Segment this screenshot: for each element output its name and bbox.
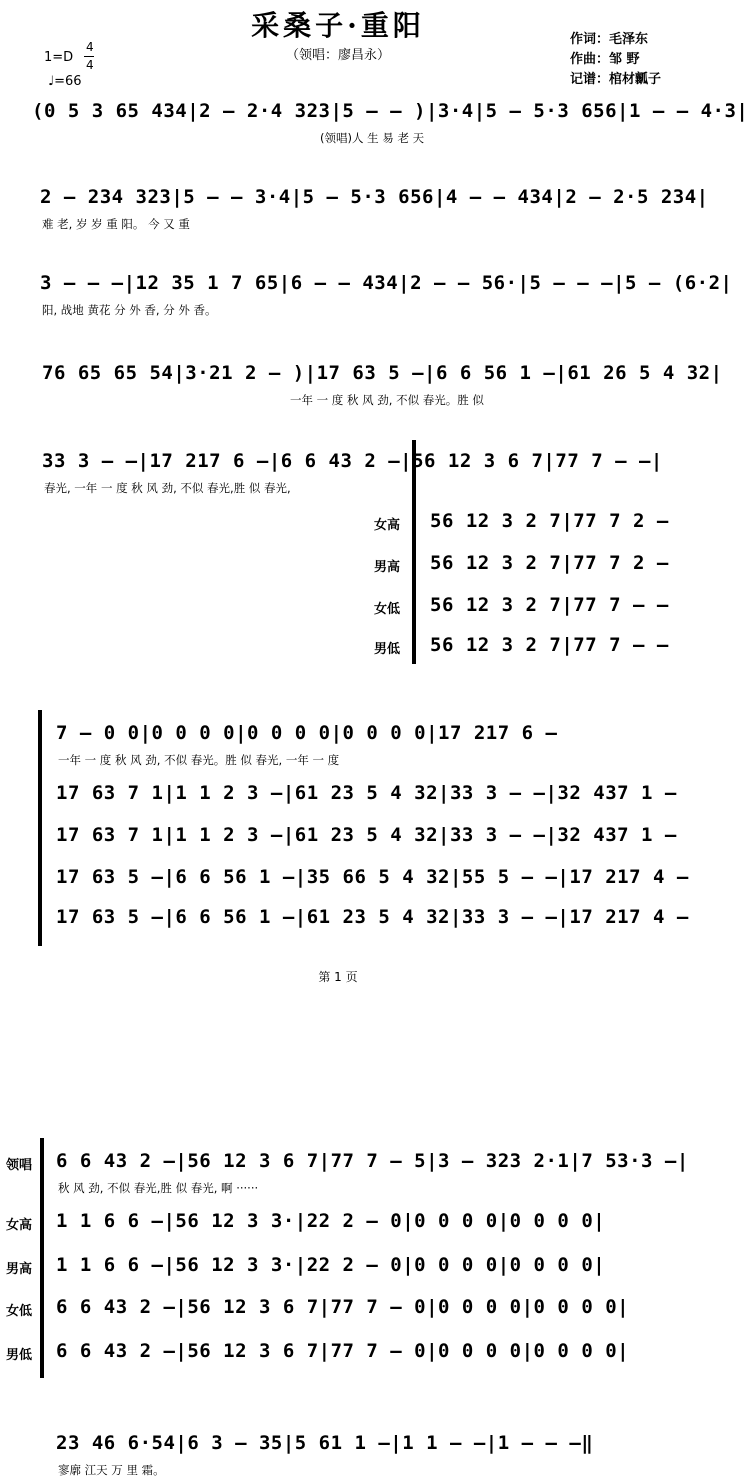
part-label-soprano: 女高 (374, 518, 401, 533)
solo-line-6: 7 — 0 0|0 0 0 0|0 0 0 0|0 0 0 0|17 217 6 — (56, 722, 558, 744)
part-label-tenor-p2: 男高 (6, 1262, 33, 1277)
alto-line-6: 17 63 5 —|6 6 56 1 —|35 66 5 4 32|55 5 — —|17 217 4 — (56, 866, 689, 888)
score-line-2: 2 — 234 323|5 — — 3·4|5 — 5·3 656|4 — — 434|2 — 2·5 234| (40, 186, 709, 208)
soprano-line-p2: 1 1 6 6 —|56 12 3 3·|22 2 — 0|0 0 0 0|0 0 0 0| (56, 1210, 606, 1232)
composer: 作曲：邹 野 (570, 52, 640, 67)
key-signature: 1=D (44, 50, 74, 65)
lyric-line-4: 一年 一 度 秋 风 劲, 不似 春光。胜 似 (290, 393, 484, 407)
final-line: 23 46 6·54|6 3 — 35|5 61 1 —|1 1 — —|1 — — —‖ (56, 1432, 594, 1454)
time-sig-denominator: 4 (86, 58, 94, 72)
score-line-5: 33 3 — —|17 217 6 —|6 6 43 2 —|56 12 3 6 7|77 7 — —| (42, 450, 663, 472)
soprano-line-6: 17 63 7 1|1 1 2 3 —|61 23 5 4 32|33 3 — —|32 437 1 — (56, 782, 677, 804)
bass-line-p2: 6 6 43 2 —|56 12 3 6 7|77 7 — 0|0 0 0 0|0 0 0 0| (56, 1340, 630, 1362)
part-label-alto: 女低 (374, 602, 401, 617)
part-label-bass: 男低 (374, 642, 401, 657)
tenor-line-5: 56 12 3 2 7|77 7 2 — (430, 552, 669, 574)
page-number: 第 1 页 (318, 970, 358, 984)
bass-line-6: 17 63 5 —|6 6 56 1 —|61 23 5 4 32|33 3 — —|17 217 4 — (56, 906, 689, 928)
soprano-line-5: 56 12 3 2 7|77 7 2 — (430, 510, 669, 532)
bass-line-5: 56 12 3 2 7|77 7 — — (430, 634, 669, 656)
lyric-line-2: 难 老, 岁 岁 重 阳。 今 又 重 (42, 217, 190, 231)
part-label-lead: 领唱 (6, 1158, 33, 1173)
choir-bracket (412, 440, 416, 664)
score-line-4: 76 65 65 54|3·21 2 — )|17 63 5 —|6 6 56 1 —|61 26 5 4 32| (42, 362, 723, 384)
time-sig-rule (84, 56, 94, 57)
part-label-soprano-p2: 女高 (6, 1218, 33, 1233)
lyric-line-6: 一年 一 度 秋 风 劲, 不似 春光。胜 似 春光, 一年 一 度 (58, 753, 340, 767)
alto-line-5: 56 12 3 2 7|77 7 — — (430, 594, 669, 616)
system-6-bracket (38, 710, 42, 946)
tenor-line-p2: 1 1 6 6 —|56 12 3 3·|22 2 — 0|0 0 0 0|0 0 0 0| (56, 1254, 606, 1276)
subtitle: （领唱：廖昌永） (285, 48, 390, 63)
tempo-marking: ♩=66 (48, 74, 82, 89)
lyric-line-3: 阳, 战地 黄花 分 外 香, 分 外 香。 (42, 303, 217, 317)
time-sig-numerator: 4 (86, 40, 94, 54)
score-line-3: 3 — — —|12 35 1 7 65|6 — — 434|2 — — 56·|5 — — —|5 — (6·2| (40, 272, 733, 294)
lyric-line-5: 春光, 一年 一 度 秋 风 劲, 不似 春光,胜 似 春光, (44, 481, 291, 495)
part-label-bass-p2: 男低 (6, 1348, 33, 1363)
transcriber: 记谱：棺材瓤子 (570, 72, 662, 87)
lyric-line-final: 寥廓 江天 万 里 霜。 (58, 1463, 165, 1477)
part-label-tenor: 男高 (374, 560, 401, 575)
lyricist: 作词：毛泽东 (570, 32, 649, 47)
score-line-1: (0 5 3 65 434|2 — 2·4 323|5 — — )|3·4|5 — 5·3 656|1 — — 4·3| (32, 100, 748, 122)
lead-line-p2: 6 6 43 2 —|56 12 3 6 7|77 7 — 5|3 — 323 2·1|7 53·3 —| (56, 1150, 689, 1172)
tenor-line-6: 17 63 7 1|1 1 2 3 —|61 23 5 4 32|33 3 — —|32 437 1 — (56, 824, 677, 846)
part-label-alto-p2: 女低 (6, 1304, 33, 1319)
lyric-line-p2: 秋 风 劲, 不似 春光,胜 似 春光, 啊 ······ (58, 1181, 259, 1195)
page-title: 采桑子·重阳 (251, 9, 425, 42)
lyric-line-1: (领唱)人 生 易 老 天 (320, 131, 425, 145)
alto-line-p2: 6 6 43 2 —|56 12 3 6 7|77 7 — 0|0 0 0 0|0 0 0 0| (56, 1296, 630, 1318)
page2-bracket (40, 1138, 44, 1378)
